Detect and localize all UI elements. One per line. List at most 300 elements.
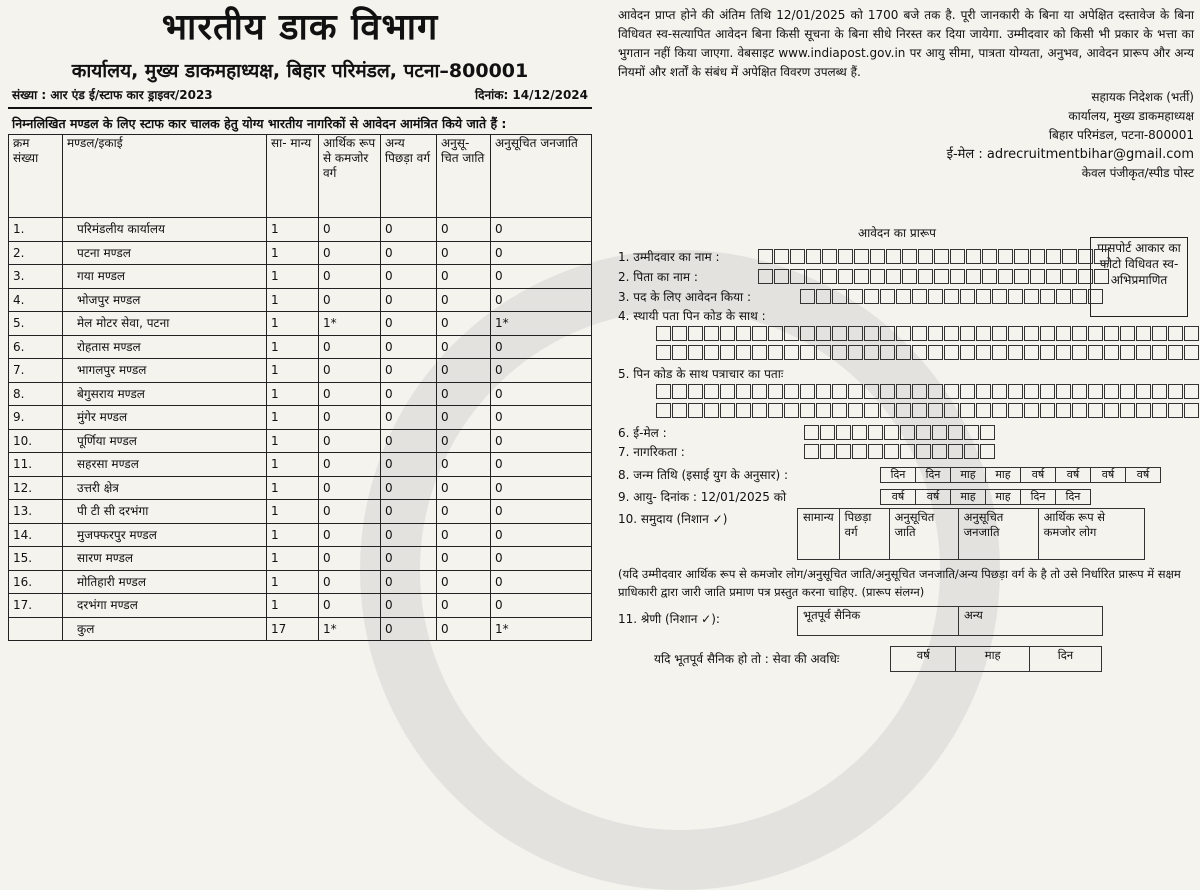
caste-note: (यदि उम्मीदवार आर्थिक रूप से कमजोर लोग/अनुसूचित जाति/अनुसूचित जनजाति/अन्य पिछड़ा वर्ग के है तो उसे निर्धारित प्रारूप में सक्षम प्राधिकारी द्वारा जारी जाति प्रमाण पत्र प्रस्तुत करना चाहिए. (प्रारूप संलग्न) [618, 567, 1181, 599]
date-cell[interactable]: वर्ष [1020, 467, 1056, 483]
char-box[interactable] [848, 384, 863, 399]
char-box[interactable] [998, 269, 1013, 284]
char-box[interactable] [672, 345, 687, 360]
char-box[interactable] [948, 444, 963, 459]
char-box[interactable] [1040, 289, 1055, 304]
char-box[interactable] [950, 249, 965, 264]
table-cell: 0 [437, 241, 491, 265]
char-box[interactable] [912, 289, 927, 304]
char-box[interactable] [1184, 384, 1199, 399]
char-box[interactable] [900, 425, 915, 440]
char-box[interactable] [790, 249, 805, 264]
char-box[interactable] [752, 403, 767, 418]
char-box[interactable] [704, 384, 719, 399]
date-cell[interactable]: माह [985, 467, 1021, 483]
date-cell[interactable]: वर्ष [1055, 467, 1091, 483]
char-box[interactable] [672, 326, 687, 341]
char-box[interactable] [1136, 326, 1151, 341]
table-cell: 0 [319, 429, 381, 453]
char-box[interactable] [672, 403, 687, 418]
char-box[interactable] [944, 384, 959, 399]
char-box[interactable] [884, 425, 899, 440]
table-cell: बेगुसराय मण्डल [63, 382, 267, 406]
char-box[interactable] [992, 403, 1007, 418]
char-box[interactable] [916, 425, 931, 440]
char-box[interactable] [736, 403, 751, 418]
char-box[interactable] [864, 345, 879, 360]
char-box[interactable] [902, 249, 917, 264]
char-box[interactable] [992, 384, 1007, 399]
char-box[interactable] [1030, 249, 1045, 264]
table-cell: 1* [319, 312, 381, 336]
table-cell: 0 [491, 265, 592, 289]
char-box[interactable] [852, 444, 867, 459]
char-box[interactable] [1024, 345, 1039, 360]
char-box[interactable] [820, 444, 835, 459]
char-box[interactable] [928, 345, 943, 360]
char-box[interactable] [944, 345, 959, 360]
char-box[interactable] [1184, 403, 1199, 418]
char-box[interactable] [704, 403, 719, 418]
char-box[interactable] [816, 403, 831, 418]
char-box[interactable] [784, 326, 799, 341]
char-box[interactable] [1056, 403, 1071, 418]
char-box[interactable] [1184, 326, 1199, 341]
char-box[interactable] [960, 403, 975, 418]
char-box[interactable] [720, 326, 735, 341]
char-box[interactable] [950, 269, 965, 284]
char-box[interactable] [982, 249, 997, 264]
char-box[interactable] [1120, 384, 1135, 399]
char-box[interactable] [912, 326, 927, 341]
date-cell[interactable]: वर्ष [1090, 467, 1126, 483]
char-box[interactable] [918, 249, 933, 264]
char-box[interactable] [1062, 269, 1077, 284]
char-box[interactable] [704, 326, 719, 341]
char-box[interactable] [1152, 384, 1167, 399]
char-box[interactable] [784, 403, 799, 418]
table-cell: 0 [491, 335, 592, 359]
char-box[interactable] [902, 269, 917, 284]
char-box[interactable] [1024, 326, 1039, 341]
char-box[interactable] [800, 289, 815, 304]
char-box[interactable] [1072, 289, 1087, 304]
char-box[interactable] [912, 345, 927, 360]
char-box[interactable] [1062, 249, 1077, 264]
char-box[interactable] [896, 326, 911, 341]
char-box[interactable] [704, 345, 719, 360]
table-cell: 0 [491, 594, 592, 618]
table-row [9, 547, 592, 571]
char-box[interactable] [688, 384, 703, 399]
char-box[interactable] [896, 289, 911, 304]
field-father [618, 268, 1110, 285]
char-box[interactable] [1152, 403, 1167, 418]
char-box[interactable] [1072, 345, 1087, 360]
char-box[interactable] [928, 326, 943, 341]
char-box[interactable] [800, 326, 815, 341]
char-box[interactable] [720, 345, 735, 360]
char-box[interactable] [752, 384, 767, 399]
char-box[interactable] [960, 326, 975, 341]
char-box[interactable] [966, 269, 981, 284]
char-box[interactable] [848, 289, 863, 304]
date-cell[interactable]: दिन [880, 467, 916, 483]
table-cell: 0 [381, 617, 437, 641]
community-option[interactable]: अनुसूचित जनजाति [958, 509, 1038, 560]
char-box[interactable] [928, 384, 943, 399]
date-cell[interactable]: माह [950, 489, 986, 505]
char-box[interactable] [868, 425, 883, 440]
char-box[interactable] [1056, 326, 1071, 341]
char-box[interactable] [992, 289, 1007, 304]
date-cell[interactable]: वर्ष [880, 489, 916, 505]
char-box[interactable] [1008, 384, 1023, 399]
char-box[interactable] [1088, 403, 1103, 418]
char-box[interactable] [948, 425, 963, 440]
table-cell: रोहतास मण्डल [63, 335, 267, 359]
char-box[interactable] [1056, 345, 1071, 360]
char-box[interactable] [752, 345, 767, 360]
char-box[interactable] [1072, 403, 1087, 418]
table-cell: 0 [319, 218, 381, 242]
address-boxes[interactable] [656, 326, 1200, 341]
citizenship-boxes[interactable] [804, 444, 996, 459]
char-box[interactable] [928, 289, 943, 304]
char-box[interactable] [752, 326, 767, 341]
char-box[interactable] [1120, 403, 1135, 418]
char-box[interactable] [966, 249, 981, 264]
char-box[interactable] [868, 444, 883, 459]
char-box[interactable] [1030, 269, 1045, 284]
char-box[interactable] [852, 425, 867, 440]
field-name [618, 248, 1110, 265]
service-months[interactable]: माह [956, 647, 1029, 672]
char-box[interactable] [768, 326, 783, 341]
table-cell: 0 [319, 453, 381, 477]
father-boxes[interactable] [758, 269, 1110, 284]
reference-line [8, 84, 592, 109]
table-cell: 0 [437, 570, 491, 594]
char-box[interactable] [1008, 289, 1023, 304]
char-box[interactable] [1040, 384, 1055, 399]
char-box[interactable] [932, 425, 947, 440]
char-box[interactable] [1104, 345, 1119, 360]
char-box[interactable] [816, 326, 831, 341]
char-box[interactable] [1120, 326, 1135, 341]
char-box[interactable] [816, 289, 831, 304]
char-box[interactable] [768, 384, 783, 399]
char-box[interactable] [1024, 403, 1039, 418]
service-years[interactable]: वर्ष [891, 647, 956, 672]
table-cell: 0 [319, 476, 381, 500]
char-box[interactable] [836, 425, 851, 440]
signature-block [618, 88, 1194, 183]
char-box[interactable] [768, 403, 783, 418]
notice-paragraph: आवेदन प्राप्त होने की अंतिम तिथि 12/01/2025 को 1700 बजे तक है. पूरी जानकारी के बिना या अपेक्षित दस्तावेज के बिना विधिवत स्व-सत्यापित आवेदन बिना किसी सूचना के बिना सीधे निरस्त कर दिया जायेगा. उम्मीदवार को किसी भी प्रकार के भत्ता का भुगतान नहीं किया जाएगा. वेबसाइट www.indiapost.gov.in पर आयु सीमा, पात्रता योग्यता, अनुभव, आवेदन प्रारूप और अन्य नियमों और शर्तों के संबंध में अपेक्षित विवरण उपलब्ध हैं. [618, 8, 1194, 79]
char-box[interactable] [838, 269, 853, 284]
char-box[interactable] [960, 345, 975, 360]
char-box[interactable] [688, 345, 703, 360]
date-cell[interactable]: दिन [915, 467, 951, 483]
char-box[interactable] [944, 403, 959, 418]
char-box[interactable] [784, 384, 799, 399]
char-box[interactable] [1088, 326, 1103, 341]
char-box[interactable] [976, 326, 991, 341]
char-box[interactable] [1088, 345, 1103, 360]
char-box[interactable] [900, 444, 915, 459]
char-box[interactable] [864, 289, 879, 304]
name-boxes[interactable] [758, 249, 1110, 264]
table-cell: 1 [267, 335, 319, 359]
field-community-label: 10. समुदाय (निशान ✓) [618, 512, 728, 526]
notice-date: दिनांक: 14/12/2024 [474, 88, 588, 102]
char-box[interactable] [982, 269, 997, 284]
char-box[interactable] [1078, 269, 1093, 284]
char-box[interactable] [758, 249, 773, 264]
char-box[interactable] [1136, 345, 1151, 360]
table-cell: 0 [381, 500, 437, 524]
char-box[interactable] [848, 326, 863, 341]
char-box[interactable] [736, 345, 751, 360]
char-box[interactable] [1184, 345, 1199, 360]
char-box[interactable] [1168, 384, 1183, 399]
age-cells[interactable] [880, 489, 1090, 505]
community-option[interactable]: अनुसूचित जाति [889, 509, 958, 560]
char-box[interactable] [1056, 384, 1071, 399]
char-box[interactable] [1152, 345, 1167, 360]
char-box[interactable] [822, 269, 837, 284]
char-box[interactable] [1088, 289, 1103, 304]
char-box[interactable] [800, 403, 815, 418]
post-boxes[interactable] [800, 289, 1104, 304]
char-box[interactable] [656, 384, 671, 399]
char-box[interactable] [880, 289, 895, 304]
char-box[interactable] [854, 249, 869, 264]
community-option[interactable]: सामान्य [798, 509, 840, 560]
char-box[interactable] [918, 269, 933, 284]
table-cell: 1* [319, 617, 381, 641]
char-box[interactable] [1040, 326, 1055, 341]
signatory-title: सहायक निदेशक (भर्ती) [1091, 90, 1194, 104]
table-cell: 1 [267, 429, 319, 453]
table-cell [9, 617, 63, 641]
char-box[interactable] [688, 403, 703, 418]
char-box[interactable] [1024, 289, 1039, 304]
community-option[interactable]: आर्थिक रूप से कमजोर लोग [1038, 509, 1144, 560]
char-box[interactable] [960, 289, 975, 304]
char-box[interactable] [1056, 289, 1071, 304]
char-box[interactable] [960, 384, 975, 399]
table-cell: 0 [437, 429, 491, 453]
char-box[interactable] [720, 384, 735, 399]
char-box[interactable] [838, 249, 853, 264]
char-box[interactable] [1046, 269, 1061, 284]
char-box[interactable] [1072, 326, 1087, 341]
char-box[interactable] [896, 384, 911, 399]
char-box[interactable] [1040, 345, 1055, 360]
char-box[interactable] [832, 384, 847, 399]
char-box[interactable] [886, 249, 901, 264]
char-box[interactable] [758, 269, 773, 284]
char-box[interactable] [822, 249, 837, 264]
char-box[interactable] [1024, 384, 1039, 399]
char-box[interactable] [864, 326, 879, 341]
char-box[interactable] [784, 345, 799, 360]
table-cell: 6. [9, 335, 63, 359]
field-post [618, 288, 1104, 305]
address-boxes[interactable] [656, 403, 1200, 418]
table-cell: 0 [491, 523, 592, 547]
char-box[interactable] [928, 403, 943, 418]
email-boxes[interactable] [804, 425, 996, 440]
date-cell[interactable]: माह [985, 489, 1021, 505]
date-cell[interactable]: वर्ष [915, 489, 951, 505]
char-box[interactable] [806, 269, 821, 284]
char-box[interactable] [1094, 249, 1109, 264]
char-box[interactable] [720, 403, 735, 418]
char-box[interactable] [1072, 384, 1087, 399]
char-box[interactable] [912, 403, 927, 418]
char-box[interactable] [864, 384, 879, 399]
char-box[interactable] [880, 384, 895, 399]
char-box[interactable] [976, 345, 991, 360]
char-box[interactable] [832, 326, 847, 341]
char-box[interactable] [880, 326, 895, 341]
char-box[interactable] [804, 444, 819, 459]
char-box[interactable] [848, 345, 863, 360]
char-box[interactable] [880, 345, 895, 360]
field-post-label: 3. पद के लिए आवेदन किया : [618, 290, 752, 304]
char-box[interactable] [884, 444, 899, 459]
char-box[interactable] [736, 384, 751, 399]
table-cell: सहरसा मण्डल [63, 453, 267, 477]
dob-cells[interactable] [880, 467, 1160, 483]
char-box[interactable] [896, 403, 911, 418]
char-box[interactable] [1136, 384, 1151, 399]
table-cell: 0 [437, 288, 491, 312]
char-box[interactable] [1104, 384, 1119, 399]
address-boxes[interactable] [656, 345, 1200, 360]
char-box[interactable] [998, 249, 1013, 264]
table-cell: 0 [437, 453, 491, 477]
char-box[interactable] [934, 269, 949, 284]
char-box[interactable] [1046, 249, 1061, 264]
char-box[interactable] [1168, 403, 1183, 418]
char-box[interactable] [964, 425, 979, 440]
char-box[interactable] [820, 425, 835, 440]
char-box[interactable] [896, 345, 911, 360]
signatory-office: कार्यालय, मुख्य डाकमहाध्यक्ष [1068, 109, 1194, 123]
date-cell[interactable]: दिन [1055, 489, 1091, 505]
char-box[interactable] [672, 384, 687, 399]
char-box[interactable] [976, 384, 991, 399]
char-box[interactable] [1088, 384, 1103, 399]
char-box[interactable] [976, 289, 991, 304]
char-box[interactable] [980, 425, 995, 440]
char-box[interactable] [1120, 345, 1135, 360]
char-box[interactable] [1168, 326, 1183, 341]
char-box[interactable] [816, 384, 831, 399]
char-box[interactable] [864, 403, 879, 418]
char-box[interactable] [656, 403, 671, 418]
char-box[interactable] [1104, 403, 1119, 418]
char-box[interactable] [1008, 326, 1023, 341]
community-option[interactable]: पिछड़ा वर्ग [839, 509, 889, 560]
char-box[interactable] [1094, 269, 1109, 284]
correspondence-row-2 [656, 403, 1200, 418]
char-box[interactable] [1104, 326, 1119, 341]
char-box[interactable] [800, 384, 815, 399]
char-box[interactable] [1040, 403, 1055, 418]
date-cell[interactable]: वर्ष [1125, 467, 1161, 483]
char-box[interactable] [656, 326, 671, 341]
char-box[interactable] [832, 289, 847, 304]
date-cell[interactable]: माह [950, 467, 986, 483]
char-box[interactable] [832, 345, 847, 360]
char-box[interactable] [1168, 345, 1183, 360]
photo-box: पासपोर्ट आकार का फोटो विधिवत स्व-अभिप्रमाणित [1090, 237, 1188, 317]
char-box[interactable] [880, 403, 895, 418]
char-box[interactable] [916, 444, 931, 459]
char-box[interactable] [804, 425, 819, 440]
char-box[interactable] [980, 444, 995, 459]
char-box[interactable] [816, 345, 831, 360]
char-box[interactable] [1078, 249, 1093, 264]
char-box[interactable] [1008, 345, 1023, 360]
char-box[interactable] [656, 345, 671, 360]
char-box[interactable] [1136, 403, 1151, 418]
char-box[interactable] [992, 326, 1007, 341]
char-box[interactable] [886, 269, 901, 284]
char-box[interactable] [768, 345, 783, 360]
char-box[interactable] [688, 326, 703, 341]
char-box[interactable] [976, 403, 991, 418]
char-box[interactable] [912, 384, 927, 399]
char-box[interactable] [1152, 326, 1167, 341]
char-box[interactable] [806, 249, 821, 264]
category-ex-serviceman[interactable]: भूतपूर्व सैनिक [798, 607, 959, 636]
char-box[interactable] [848, 403, 863, 418]
char-box[interactable] [774, 249, 789, 264]
char-box[interactable] [944, 289, 959, 304]
char-box[interactable] [736, 326, 751, 341]
char-box[interactable] [932, 444, 947, 459]
char-box[interactable] [774, 269, 789, 284]
char-box[interactable] [836, 444, 851, 459]
address-boxes[interactable] [656, 384, 1200, 399]
char-box[interactable] [790, 269, 805, 284]
service-days[interactable]: दिन [1029, 647, 1101, 672]
char-box[interactable] [832, 403, 847, 418]
char-box[interactable] [870, 249, 885, 264]
char-box[interactable] [870, 269, 885, 284]
category-other[interactable]: अन्य [959, 607, 1103, 636]
date-cell[interactable]: दिन [1020, 489, 1056, 505]
char-box[interactable] [1008, 403, 1023, 418]
table-cell: 0 [319, 406, 381, 430]
char-box[interactable] [1014, 269, 1029, 284]
char-box[interactable] [992, 345, 1007, 360]
char-box[interactable] [854, 269, 869, 284]
column-header: अनुसू- चित जाति [437, 135, 491, 218]
char-box[interactable] [1014, 249, 1029, 264]
char-box[interactable] [800, 345, 815, 360]
char-box[interactable] [964, 444, 979, 459]
char-box[interactable] [944, 326, 959, 341]
char-box[interactable] [934, 249, 949, 264]
table-cell: 10. [9, 429, 63, 453]
